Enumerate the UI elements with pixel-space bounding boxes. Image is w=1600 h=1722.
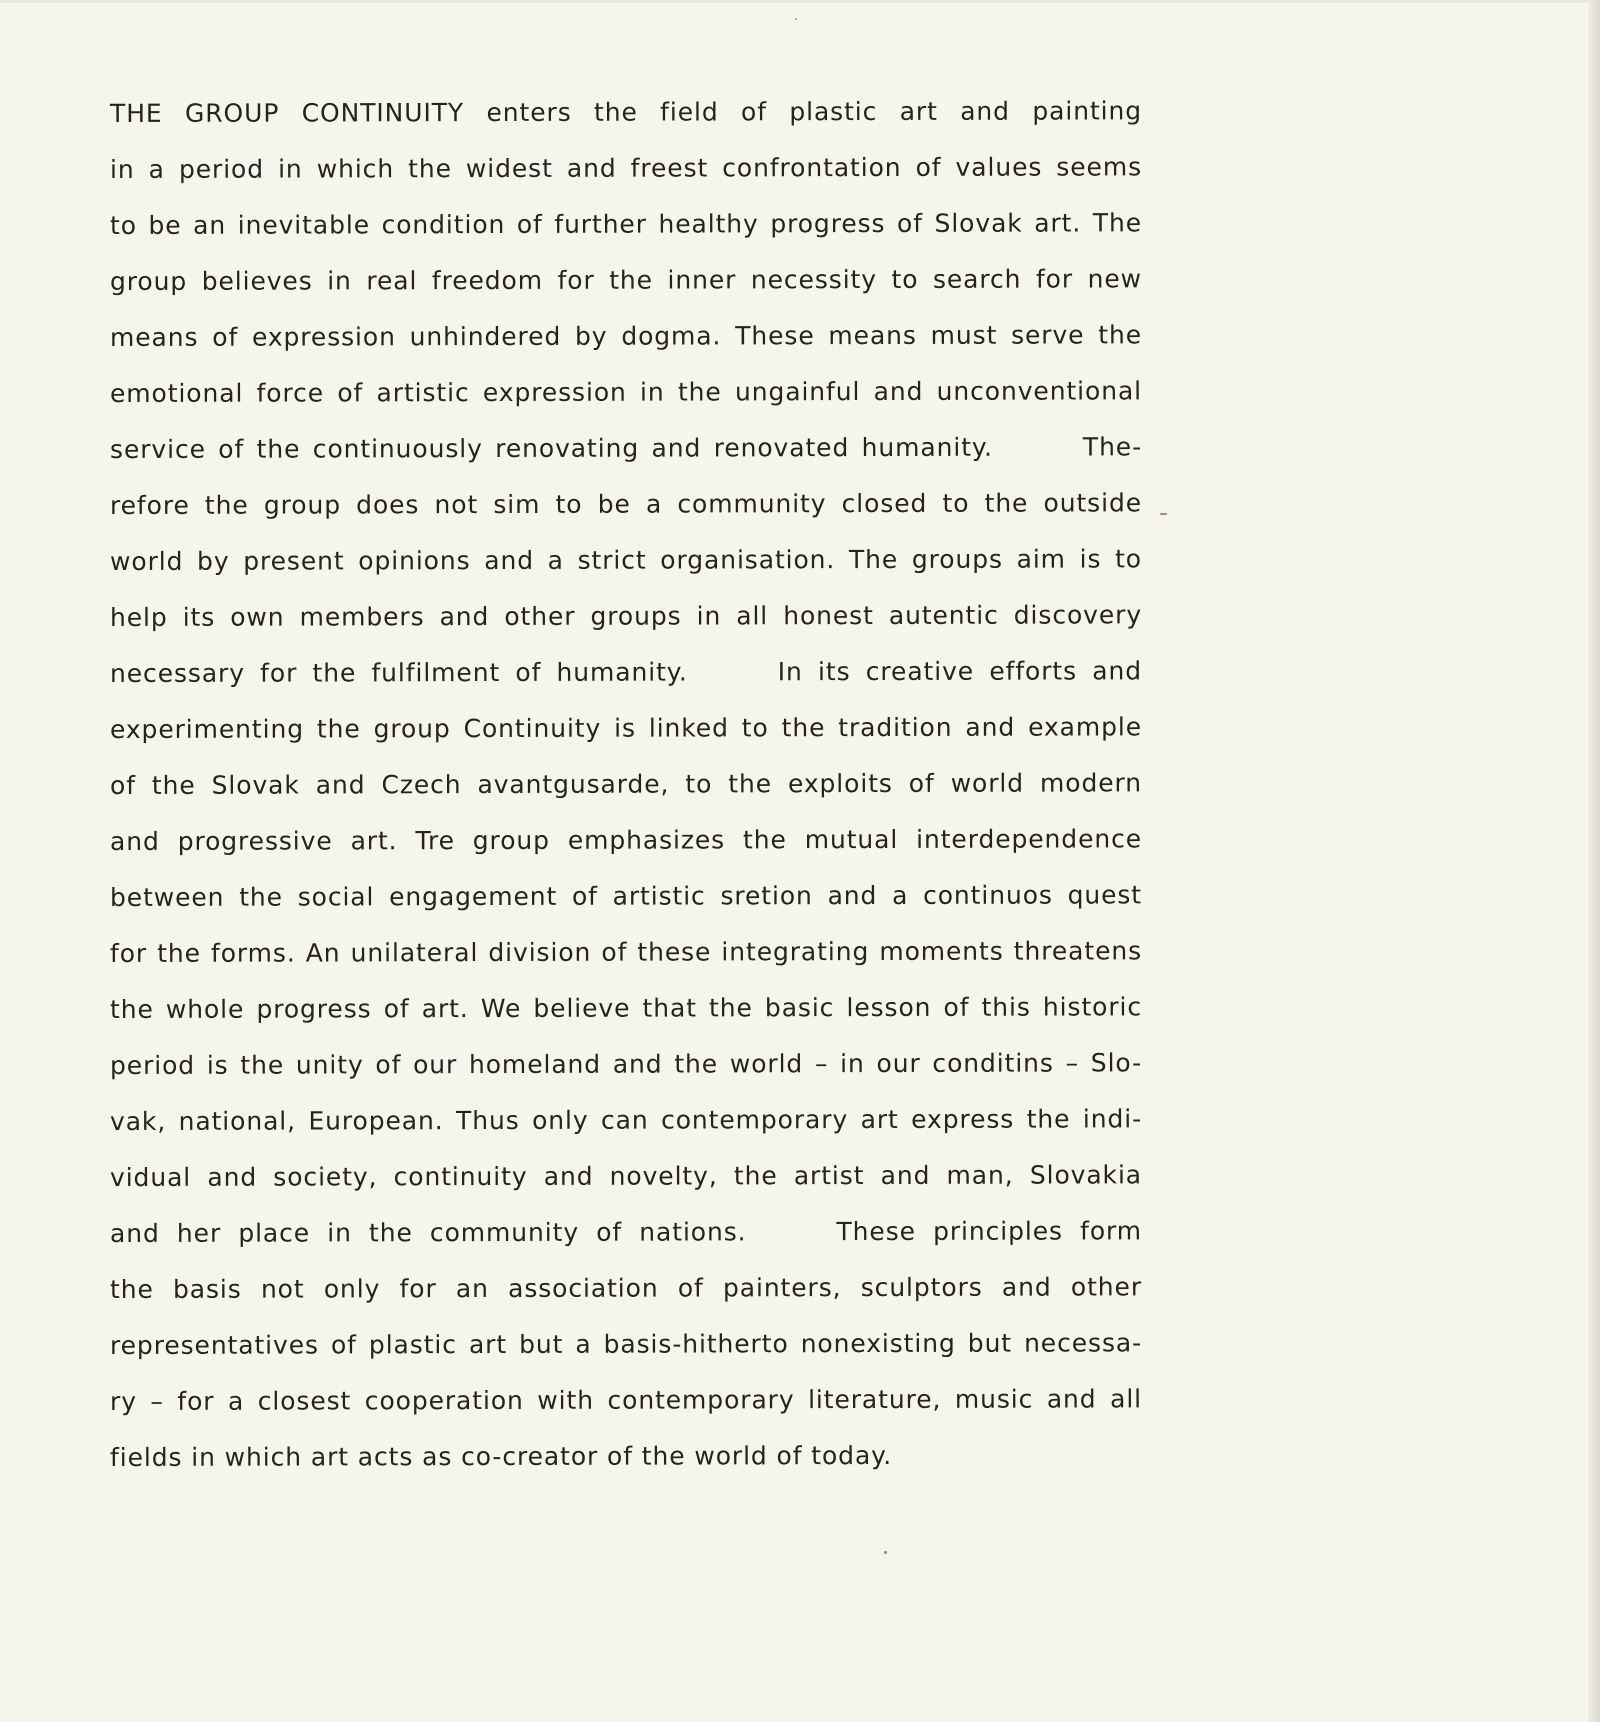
text-line: vidual and society, continuity and novelty, the artist and man, Slovakia xyxy=(109,1160,1143,1192)
text-line: the basis not only for an association of painters, sculptors and other xyxy=(109,1272,1143,1304)
paper-speck xyxy=(795,18,797,20)
text-line: vak, national, European. Thus only can contemporary art express the indi- xyxy=(109,1104,1143,1136)
text-line: in a period in which the widest and freest confrontation of values seems xyxy=(109,152,1143,184)
text-line: necessary for the fulfilment of humanity. In its creative efforts and xyxy=(109,656,1143,688)
text-line: between the social engagement of artistic sretion and a continuos quest xyxy=(109,880,1143,912)
text-line: ry – for a closest cooperation with contemporary literature, music and all xyxy=(109,1384,1143,1416)
manifesto-text xyxy=(110,86,1142,1486)
page-top-edge xyxy=(0,0,1600,3)
text-line: the whole progress of art. We believe that the basic lesson of this historic xyxy=(109,992,1143,1024)
text-line: service of the continuously renovating and renovated humanity. The- xyxy=(109,432,1143,464)
text-line: of the Slovak and Czech avantgusarde, to the exploits of world modern xyxy=(109,768,1143,800)
page-right-edge xyxy=(1588,0,1600,1722)
text-line: experimenting the group Continuity is linked to the tradition and example xyxy=(109,712,1143,744)
text-line: means of expression unhindered by dogma. These means must serve the xyxy=(109,320,1143,352)
text-line: help its own members and other groups in all honest autentic discovery xyxy=(109,600,1143,632)
text-line: group believes in real freedom for the inner necessity to search for new xyxy=(109,264,1143,296)
text-line: for the forms. An unilateral division of these integrating moments threatens xyxy=(109,936,1143,968)
text-line: period is the unity of our homeland and the world – in our conditins – Slo- xyxy=(109,1048,1143,1080)
text-line: and her place in the community of nations. These principles form xyxy=(109,1216,1143,1248)
text-line: to be an inevitable condition of further healthy progress of Slovak art. The xyxy=(109,208,1143,240)
text-line: emotional force of artistic expression in the ungainful and unconventional xyxy=(109,376,1143,408)
paper-speck xyxy=(1160,513,1167,515)
text-line: THE GROUP CONTINUITY enters the field of plastic art and painting xyxy=(109,96,1143,128)
text-line: and progressive art. Tre group emphasizes the mutual interdependence xyxy=(109,824,1143,856)
text-line: representatives of plastic art but a basis-hitherto nonexisting but necessa- xyxy=(109,1328,1143,1360)
text-line: fields in which art acts as co-creator of the world of today. xyxy=(109,1440,893,1472)
paper-speck xyxy=(884,1551,887,1554)
text-line: refore the group does not sim to be a community closed to the outside xyxy=(109,488,1143,520)
text-line: world by present opinions and a strict organisation. The groups aim is to xyxy=(109,544,1143,576)
